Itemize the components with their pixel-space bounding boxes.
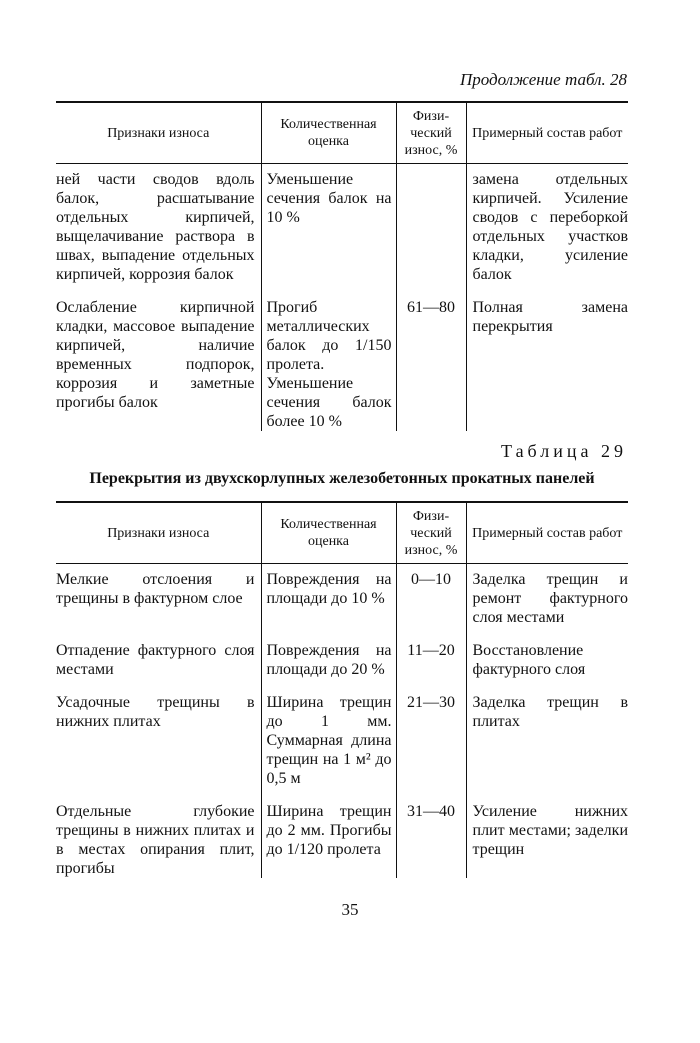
table-29-number: Таблица 29 [501, 441, 627, 461]
cell-work: замена отдельных кирпичей. Усиление сводов с переборкой отдельных участков кладки, усиление балок [466, 164, 628, 285]
header-physical-wear: Физи-ческий износ, % [396, 502, 466, 564]
table-header-row [56, 502, 628, 564]
row-gap [56, 284, 628, 298]
cell-quantitative: Ширина трещин до 2 мм. Прогибы до 1/120 пролета [261, 802, 396, 878]
table-29-title: Перекрытия из двухскорлупных железобетонных прокатных панелей [89, 470, 595, 487]
table-29 [56, 501, 628, 878]
cell-wear: 61—80 [396, 298, 466, 431]
table-row [56, 164, 628, 285]
cell-signs: Мелкие отслоения и трещины в фактурном слое [56, 571, 255, 607]
header-work: Примерный состав работ [466, 102, 628, 164]
cell-quantitative: Повреждения на площади до 10 % [261, 564, 396, 628]
cell-wear [396, 164, 466, 285]
header-quantitative: Количественная оценка [261, 102, 396, 164]
header-quantitative: Количественная оценка [261, 502, 396, 564]
header-physical-wear: Физи-ческий износ, % [396, 102, 466, 164]
table-header-row [56, 102, 628, 164]
header-signs: Признаки износа [56, 102, 261, 164]
cell-wear: 31—40 [396, 802, 466, 878]
table-row [56, 298, 628, 431]
cell-signs: Ослабление кирпичной кладки, массовое выпадение кирпичей, наличие временных подпорок, коррозия и заметные прогибы балок [56, 299, 255, 411]
table-row [56, 802, 628, 878]
page-number: 35 [341, 900, 359, 919]
header-work: Примерный состав работ [466, 502, 628, 564]
cell-work: Полная замена перекрытия [466, 298, 628, 431]
header-signs: Признаки износа [56, 502, 261, 564]
cell-work: Заделка трещин и ремонт фактурного слоя местами [466, 564, 628, 628]
table-row [56, 564, 628, 628]
cell-quantitative: Повреждения на площади до 20 % [261, 641, 396, 679]
cell-quantitative: Уменьшение сечения балок на 10 % [261, 164, 396, 285]
table-row [56, 641, 628, 679]
cell-work: Восстановление фактурного слоя [466, 641, 628, 679]
cell-signs: Усадочные трещины в нижних плитах [56, 694, 255, 730]
cell-quantitative: Ширина трещин до 1 мм. Суммарная длина трещин на 1 м² до 0,5 м [261, 693, 396, 788]
row-gap [56, 679, 628, 693]
cell-signs: Отпадение фактурного слоя местами [56, 642, 255, 678]
cell-quantitative: Прогиб металлических балок до 1/150 пролета. Уменьшение сечения балок более 10 % [261, 298, 396, 431]
table-28-continuation [56, 101, 628, 431]
cell-signs: ней части сводов вдоль балок, расшатывание отдельных кирпичей, выщелачивание раствора в швах, выпадение отдельных кирпичей, коррозия балок [56, 171, 255, 283]
continuation-caption: Продолжение табл. 28 [459, 70, 627, 89]
row-gap [56, 627, 628, 641]
cell-wear: 21—30 [396, 693, 466, 788]
row-gap [56, 788, 628, 802]
cell-wear: 0—10 [396, 564, 466, 628]
cell-work: Усиление нижних плит местами; заделки трещин [466, 802, 628, 878]
cell-work: Заделка трещин в плитах [466, 693, 628, 788]
cell-wear: 11—20 [396, 641, 466, 679]
cell-signs: Отдельные глубокие трещины в нижних плитах и в местах опирания плит, прогибы [56, 803, 255, 877]
table-row [56, 693, 628, 788]
